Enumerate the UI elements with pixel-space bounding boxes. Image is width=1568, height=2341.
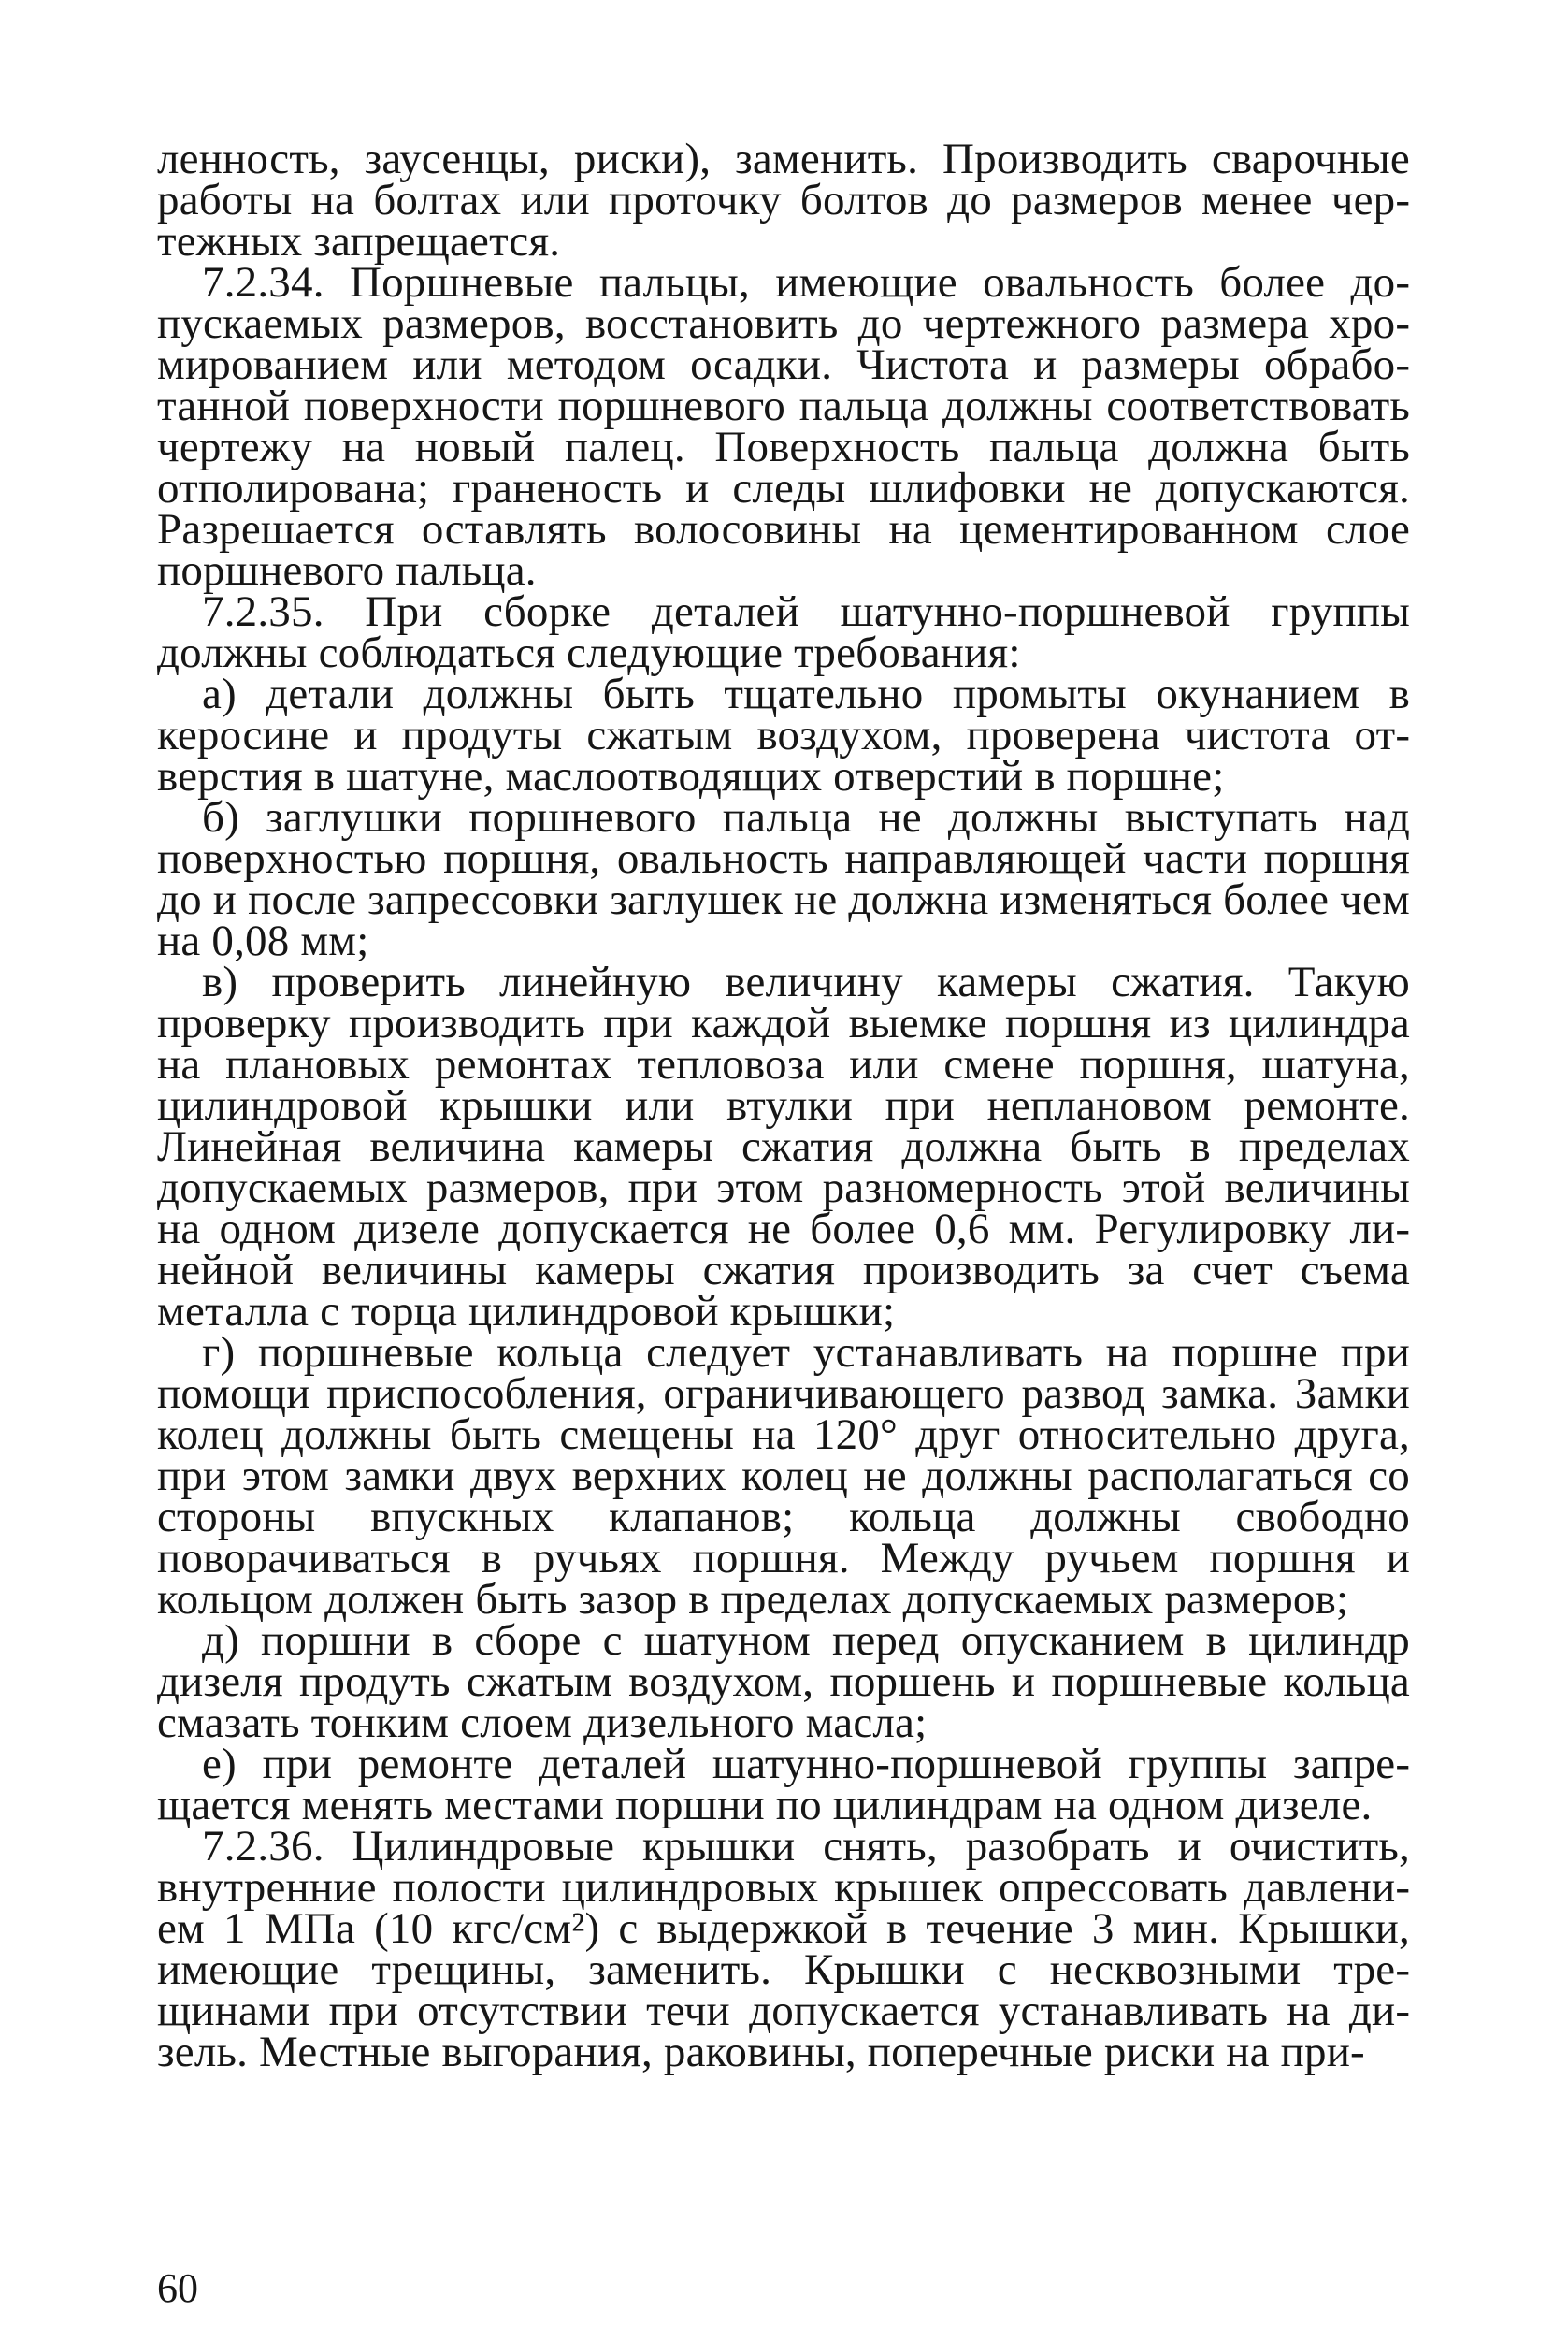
paragraph-continuation: ленность, заусенцы, риски), заменить. Производить сварочные работы на болтах или проточку болтов до размеров менее чертежных запрещается. [157,135,1410,266]
body-text [157,135,1410,2076]
list-item-b: б) заглушки поршневого пальца не должны выступать над поверхностью поршня, овальность направляющей части поршня до и после запрессовки заглушек не должна изменяться более чем на 0,08 мм; [157,793,1410,965]
paragraph-7-2-34: 7.2.34. Поршневые пальцы, имеющие овальность более допускаемых размеров, восстановить до чертежного размера хромированием или методом осадки. Чистота и размеры обработанной поверхности поршневого пальца должны соответствовать чертежу на новый палец. Поверхность пальца должна быть отполирована; граненость и следы шлифовки не допускаются. Разрешается оставлять волосовины на цементированном слое поршневого пальца. [157,258,1410,595]
paragraph-7-2-35: 7.2.35. При сборке деталей шатунно-поршневой группы должны соблюдаться следующие требования: [157,587,1410,677]
page-number: 60 [157,2265,198,2311]
list-item-v: в) проверить линейную величину камеры сжатия. Такую проверку производить при каждой выемке поршня из цилиндра на плановых ремонтах тепловоза или смене поршня, шатуна, цилиндровой крышки или втулки при неплановом ремонте. Линейная величина камеры сжатия должна быть в пределах допускаемых размеров, при этом разномерность этой величины на одном дизеле допускается не более 0,6 мм. Регулировку линейной величины камеры сжатия производить за счет съема металла с торца цилиндровой крышки; [157,958,1410,1336]
list-item-e: е) при ремонте деталей шатунно-поршневой группы запрещается менять местами поршни по цилиндрам на одном дизеле. [157,1740,1410,1829]
list-item-d: д) поршни в сборе с шатуном перед опусканием в цилиндр дизеля продуть сжатым воздухом, поршень и поршневые кольца смазать тонким слоем дизельного масла; [157,1616,1410,1747]
list-item-g: г) поршневые кольца следует устанавливать на поршне при помощи приспособления, ограничивающего развод замка. Замки колец должны быть смещены на 120° друг относительно друга, при этом замки двух верхних колец не должны располагаться со стороны впускных клапанов; кольца должны свободно поворачиваться в ручьях поршня. Между ручьем поршня и кольцом должен быть зазор в пределах допускаемых размеров; [157,1328,1410,1624]
list-item-a: а) детали должны быть тщательно промыты окунанием в керосине и продуты сжатым воздухом, проверена чистота отверстия в шатуне, маслоотводящих отверстий в поршне; [157,670,1410,801]
paragraph-7-2-36: 7.2.36. Цилиндровые крышки снять, разобрать и очистить, внутренние полости цилиндровых крышек опрессовать давлением 1 МПа (10 кгс/см²) с выдержкой в течение 3 мин. Крышки, имеющие трещины, заменить. Крышки с несквозными трещинами при отсутствии течи допускается устанавливать на дизель. Местные выгорания, раковины, поперечные риски на при- [157,1822,1410,2076]
